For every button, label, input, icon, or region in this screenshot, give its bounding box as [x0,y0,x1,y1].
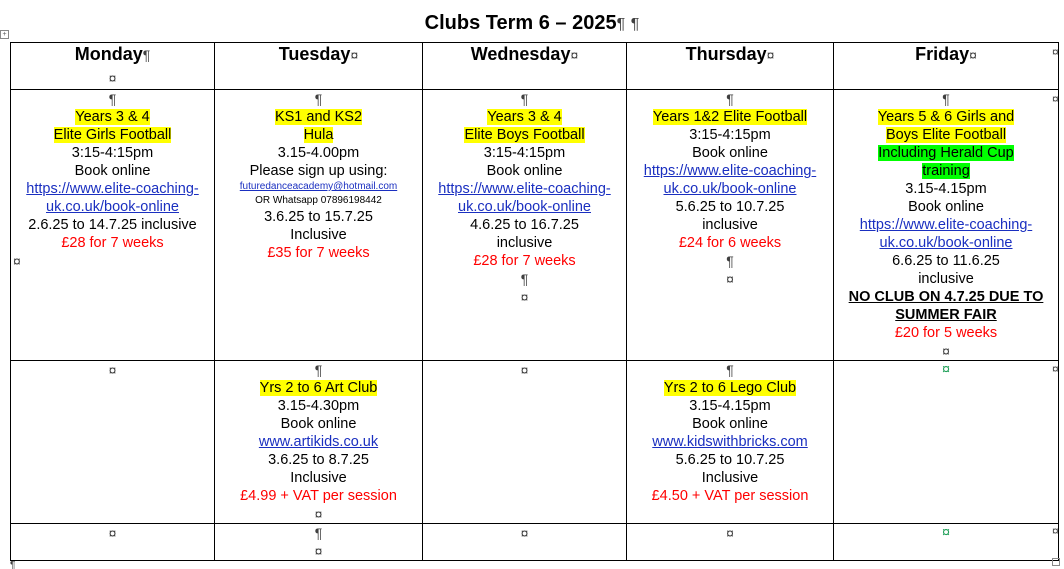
cell-end-mark: ¤ [108,70,117,86]
paragraph-mark: ¶ [314,362,323,378]
club-name: Yrs 2 to 6 Art Club [259,380,378,396]
day-header-monday [11,43,215,90]
monday-club-cell [11,90,215,361]
club-booking-text: Book online [908,199,984,215]
club-booking-text: Book online [280,416,357,432]
wednesday-empty-cell [423,524,627,561]
booking-link[interactable]: https://www.elite-coaching-uk.co.uk/book-online [26,181,199,215]
day-header-friday [834,43,1059,90]
cell-end-mark: ¤ [726,271,734,287]
booking-link[interactable]: https://www.elite-coaching-uk.co.uk/book-online [859,217,1033,251]
club-dates: 6.6.25 to 11.6.25 [892,253,1000,269]
whatsapp-number: OR Whatsapp 07896198442 [255,195,382,206]
club-time: 3.15-4.15pm [905,181,987,197]
club-price: £4.50 + VAT per session [651,488,809,504]
club-year-group: KS1 and KS2 [274,109,363,125]
paragraph-mark: ¶ [726,362,734,378]
club-notice: NO CLUB ON 4.7.25 DUE TO SUMMER FAIR [848,289,1044,323]
club-dates: 3.6.25 to 15.7.25 [264,209,373,225]
paragraph-mark: ¶ [520,91,529,107]
table-move-handle-icon[interactable]: + [0,30,9,39]
booking-link[interactable]: www.artikids.co.uk [258,434,379,450]
wednesday-empty-cell [423,361,627,524]
club-inclusive: inclusive [702,217,758,233]
tuesday-empty-cell [215,524,423,561]
club-name: Yrs 2 to 6 Lego Club [663,380,797,396]
booking-link[interactable]: https://www.elite-coaching-uk.co.uk/book-online [643,163,817,197]
tuesday-art-club-cell [215,361,423,524]
club-price: £28 for 7 weeks [61,235,164,251]
row-end-mark: ¤ [1052,362,1059,376]
day-header-tuesday [215,43,423,90]
row-end-mark: ¤ [1052,524,1059,538]
title-text: Clubs Term 6 – 2025 [424,12,617,34]
club-dates: 2.6.25 to 14.7.25 inclusive [28,217,197,233]
club-extra-training-2: training [922,163,970,179]
day-label: Tuesday [278,44,351,64]
club-inclusive: Inclusive [701,470,759,486]
cell-end-mark: ¤ [941,525,951,541]
thursday-empty-cell [627,524,834,561]
thursday-lego-club-cell [627,361,834,524]
clubs-row-2 [11,361,1059,524]
club-time: 3:15-4:15pm [483,145,566,161]
clubs-row-1 [11,90,1059,361]
table-resize-handle-icon[interactable] [1052,558,1060,566]
club-booking-text: Book online [692,416,768,432]
club-dates: 3.6.25 to 8.7.25 [268,452,369,468]
day-label: Monday [74,44,143,64]
club-inclusive: inclusive [918,271,974,287]
cell-end-mark: ¤ [314,543,323,559]
club-name: Hula [303,127,334,143]
club-price: £4.99 + VAT per session [240,488,397,504]
club-signup-text: Please sign up using: [249,163,388,179]
club-extra-training: Including Herald Cup [878,145,1014,161]
club-time: 3.15-4.00pm [277,145,360,161]
club-dates: 5.6.25 to 10.7.25 [675,199,785,215]
club-year-group: Years 3 & 4 [487,109,562,125]
club-price: £20 for 5 weeks [894,325,998,341]
clubs-row-3 [11,524,1059,561]
cell-end-mark: ¤ [350,47,359,63]
friday-empty-cell [834,524,1059,561]
day-label: Friday [915,44,970,64]
row-end-mark: ¤ [1052,92,1059,106]
paragraph-mark: ¶ [630,16,640,33]
club-time: 3.15-4.30pm [277,398,360,414]
club-booking-text: Book online [74,163,151,179]
club-name: Elite Boys Football [464,127,585,143]
paragraph-mark: ¶ [520,271,529,287]
cell-end-mark: ¤ [520,525,529,541]
row-end-mark: ¤ [1052,45,1059,59]
club-inclusive: Inclusive [290,470,347,486]
cell-end-mark: ¤ [941,362,951,378]
paragraph-mark: ¶ [108,91,117,107]
club-name: Elite Girls Football [53,127,172,143]
club-booking-text: Book online [692,145,768,161]
tuesday-club-cell [215,90,423,361]
club-time: 3.15-4.15pm [689,398,771,414]
day-label: Thursday [685,44,767,64]
club-dates: 4.6.25 to 16.7.25 [470,217,579,233]
club-year-group: Years 3 & 4 [75,109,150,125]
club-time: 3:15-4:15pm [689,127,771,143]
email-link[interactable]: futuredanceacademy@hotmail.com [239,181,398,192]
cell-end-mark: ¤ [520,362,529,378]
day-header-thursday [627,43,834,90]
club-dates: 5.6.25 to 10.7.25 [675,452,785,468]
booking-link[interactable]: https://www.elite-coaching-uk.co.uk/book-online [438,181,611,215]
cell-end-mark: ¤ [570,47,579,63]
paragraph-mark: ¶ [314,525,323,541]
paragraph-mark: ¶ [726,253,734,269]
club-inclusive: inclusive [496,235,553,251]
clubs-table [10,42,1059,561]
booking-link[interactable]: www.kidswithbricks.com [652,434,808,450]
wednesday-club-cell [423,90,627,361]
cell-end-mark: ¤ [520,289,529,305]
club-price: £24 for 6 weeks [678,235,782,251]
monday-empty-cell [11,361,215,524]
paragraph-mark: ¶ [616,16,626,33]
cell-end-mark: ¤ [314,506,323,522]
page-title [0,12,1064,35]
club-price: £28 for 7 weeks [473,253,576,269]
club-booking-text: Book online [486,163,563,179]
cell-end-mark: ¤ [766,47,775,63]
thursday-club-cell [627,90,834,361]
day-header-wednesday [423,43,627,90]
club-name: Boys Elite Football [885,127,1007,143]
friday-club-cell [834,90,1059,361]
paragraph-mark: ¶ [942,91,950,107]
paragraph-mark: ¶ [726,91,734,107]
paragraph-mark: ¶ [314,91,323,107]
friday-empty-cell [834,361,1059,524]
club-time: 3:15-4:15pm [71,145,154,161]
cell-end-mark: ¤ [108,525,117,541]
cell-end-mark: ¤ [969,47,977,63]
club-price: £35 for 7 weeks [267,245,370,261]
paragraph-mark: ¶ [10,560,16,569]
day-label: Wednesday [470,44,571,64]
header-row [11,43,1059,90]
club-name: Years 1&2 Elite Football [652,109,808,125]
cell-end-mark: ¤ [13,253,21,269]
monday-empty-cell [11,524,215,561]
cell-end-mark: ¤ [942,343,950,359]
cell-end-mark: ¤ [108,362,117,378]
paragraph-mark: ¶ [142,47,151,63]
cell-end-mark: ¤ [726,525,734,541]
club-inclusive: Inclusive [290,227,347,243]
club-year-group: Years 5 & 6 Girls and [877,109,1015,125]
